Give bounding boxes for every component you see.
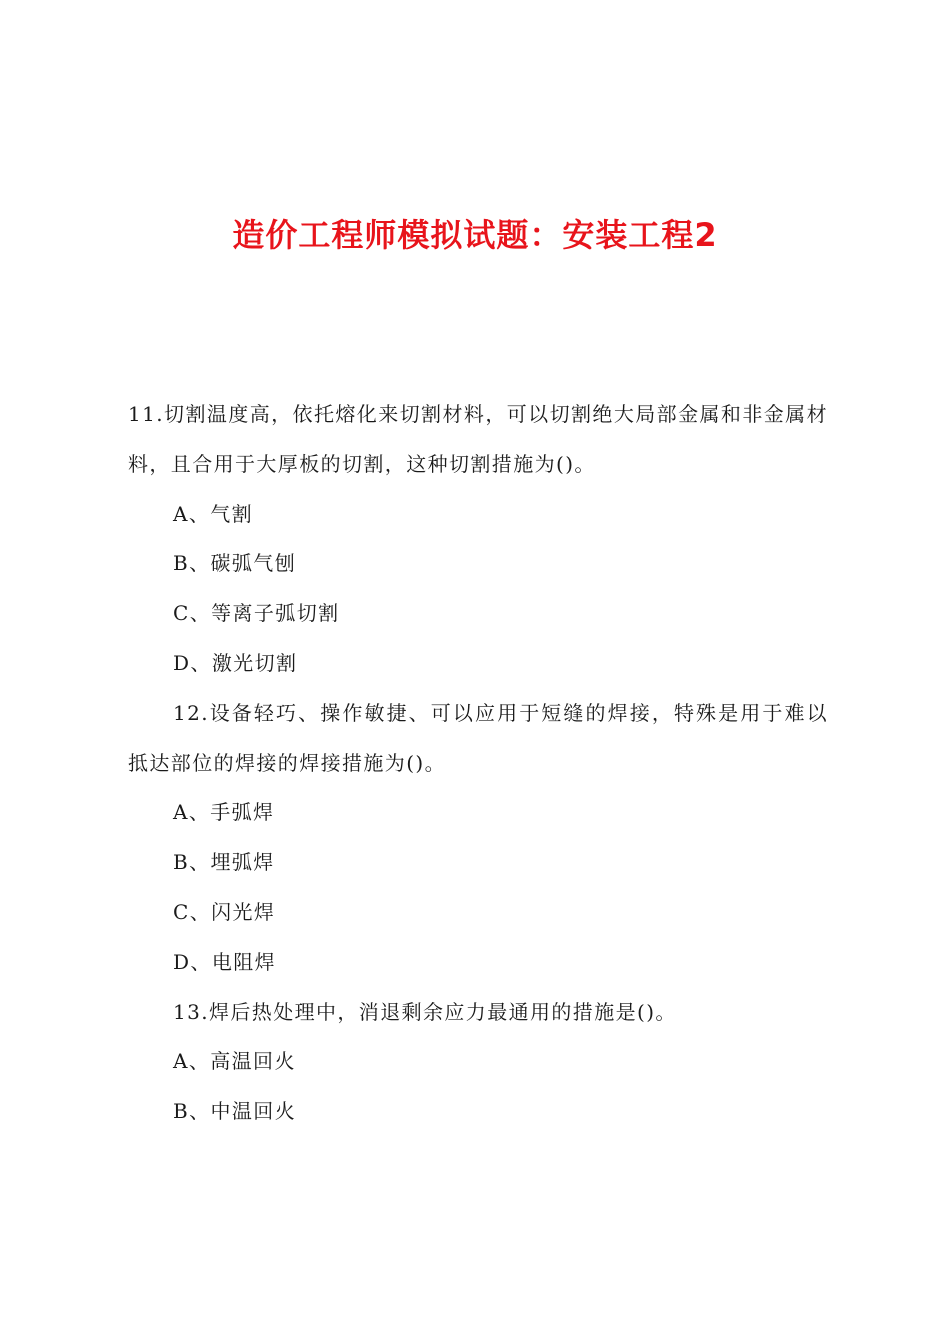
option-d: D、电阻焊: [173, 949, 277, 974]
question-12: [128, 689, 828, 988]
question-11: [128, 390, 828, 689]
question-stem: 12.设备轻巧、操作敏捷、可以应用于短缝的焊接，特殊是用于难以抵达部位的焊接的焊接措施为()。: [128, 700, 828, 775]
option-b: B、碳弧气刨: [173, 551, 297, 576]
question-list: [128, 390, 828, 1137]
option-d: D、激光切割: [173, 650, 298, 675]
question-13: [128, 988, 828, 1137]
option-c: C、闪光焊: [173, 899, 276, 924]
option-b: B、埋弧焊: [173, 850, 275, 875]
question-stem: 11.切割温度高，依托熔化来切割材料，可以切割绝大局部金属和非金属材料，且合用于大厚板的切割，这种切割措施为()。: [128, 402, 828, 476]
option-c: C、等离子弧切割: [173, 601, 340, 626]
question-stem: 13.焊后热处理中，消退剩余应力最通用的措施是()。: [173, 999, 677, 1024]
page-title: 造价工程师模拟试题：安装工程2: [232, 216, 718, 254]
option-b: B、中温回火: [173, 1099, 297, 1124]
option-a: A、高温回火: [173, 1049, 296, 1074]
option-a: A、手弧焊: [173, 800, 275, 825]
option-a: A、气割: [173, 501, 254, 526]
